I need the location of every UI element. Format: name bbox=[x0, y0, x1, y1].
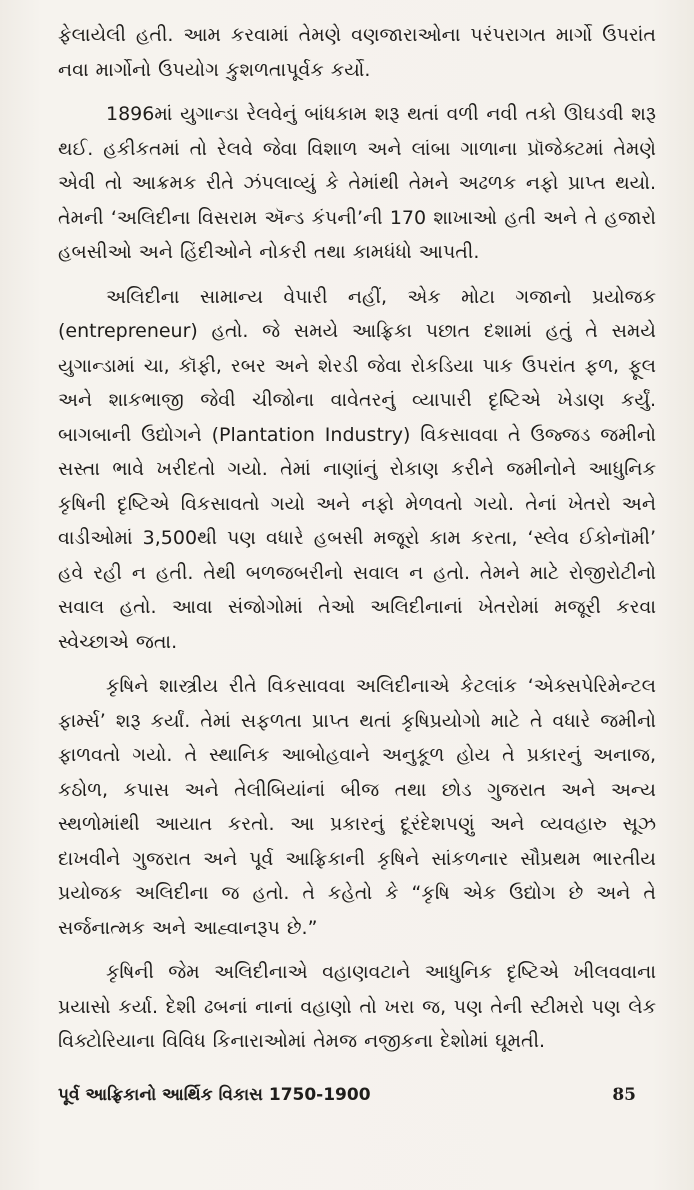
running-title: પૂર્વ આફ્રિકાનો આર્થિક વિકાસ 1750-1900 bbox=[58, 1085, 371, 1105]
paragraph-3: અલિદીના સામાન્ય વેપારી નહીં, એક મોટા ગજાનો પ્રયોજક (entrepreneur) હતો. જે સમયે આફ્રિકા પછાત દશામાં હતું તે સમયે યુગાન્ડામાં ચા, કૉફી, રબર અને શેરડી જેવા રોકડિયા પાક ઉપરાંત ફળ, ફૂલ અને શાકભાજી જેવી ચીજોના વાવેતરનું વ્યાપારી દૃષ્ટિએ ખેડાણ કર્યું. બાગબાની ઉદ્યોગને (Plantation Industry) વિકસાવવા તે ઉજ્જડ જમીનો સસ્તા ભાવે ખરીદતો ગયો. તેમાં નાણાંનું રોકાણ કરીને જમીનોને આધુનિક કૃષિની દૃષ્ટિએ વિકસાવતો ગયો અને નફો મેળવતો ગયો. તેનાં ખેતરો અને વાડીઓમાં 3,500થી પણ વધારે હબસી મજૂરો કામ કરતા, ‘સ્લેવ ઈકોનૉમી’ હવે રહી ન હતી. તેથી બળજબરીનો સવાલ ન હતો. તેમને માટે રોજીરોટીનો સવાલ હતો. આવા સંજોગોમાં તેઓ અલિદીનાનાં ખેતરોમાં મજૂરી કરવા સ્વેચ્છાએ જતા. bbox=[58, 285, 656, 653]
body-text bbox=[58, 18, 656, 1059]
page-footer bbox=[58, 1080, 636, 1110]
paragraph-2: 1896માં યુગાન્ડા રેલવેનું બાંધકામ શરૂ થતાં વળી નવી તકો ઊઘડવી શરૂ થઈ. હકીકતમાં તો રેલવે જેવા વિશાળ અને લાંબા ગાળાના પ્રૉજેક્ટમાં તેમણે એવી તો આક્રમક રીતે ઝંપલાવ્યું કે તેમાંથી તેમને અઢળક નફો પ્રાપ્ત થયો. તેમની ‘અલિદીના વિસરામ ઍન્ડ કંપની’ની 170 શાખાઓ હતી અને તે હજારો હબસીઓ અને હિંદીઓને નોકરી તથા કામધંધો આપતી. bbox=[58, 103, 656, 263]
page-number: 85 bbox=[612, 1085, 636, 1105]
paragraph-1: ફેલાયેલી હતી. આમ કરવામાં તેમણે વણજારાઓના પરંપરાગત માર્ગો ઉપરાંત નવા માર્ગોનો ઉપયોગ કુશળતાપૂર્વક કર્યો. bbox=[58, 24, 656, 81]
paragraph-4: કૃષિને શાસ્ત્રીય રીતે વિકસાવવા અલિદીનાએ કેટલાંક ‘એક્સપેરિમેન્ટલ ફાર્મ્સ’ શરૂ કર્યાં. તેમાં સફળતા પ્રાપ્ત થતાં કૃષિપ્રયોગો માટે તે વધારે જમીનો ફાળવતો ગયો. તે સ્થાનિક આબોહવાને અનુકૂળ હોય તે પ્રકારનું અનાજ, કઠોળ, કપાસ અને તેલીબિયાંનાં બીજ તથા છોડ ગુજરાત અને અન્ય સ્થળોમાંથી આયાત કરતો. આ પ્રકારનું દૂરંદેશપણું અને વ્યવહારુ સૂઝ દાખવીને ગુજરાત અને પૂર્વ આફ્રિકાની કૃષિને સાંકળનાર સૌપ્રથમ ભારતીય પ્રયોજક અલિદીના જ હતો. તે કહેતો કે “કૃષિ એક ઉદ્યોગ છે અને તે સર્જનાત્મક અને આહ્વાનરૂપ છે.” bbox=[58, 675, 656, 939]
paragraph-5: કૃષિની જેમ અલિદીનાએ વહાણવટાને આધુનિક દૃષ્ટિએ ખીલવવાના પ્રયાસો કર્યા. દેશી ઢબનાં નાનાં વહાણો તો ખરા જ, પણ તેની સ્ટીમરો પણ લેક વિક્ટોરિયાના વિવિધ કિનારાઓમાં તેમજ નજીકના દેશોમાં ઘૂમતી. bbox=[58, 961, 656, 1052]
